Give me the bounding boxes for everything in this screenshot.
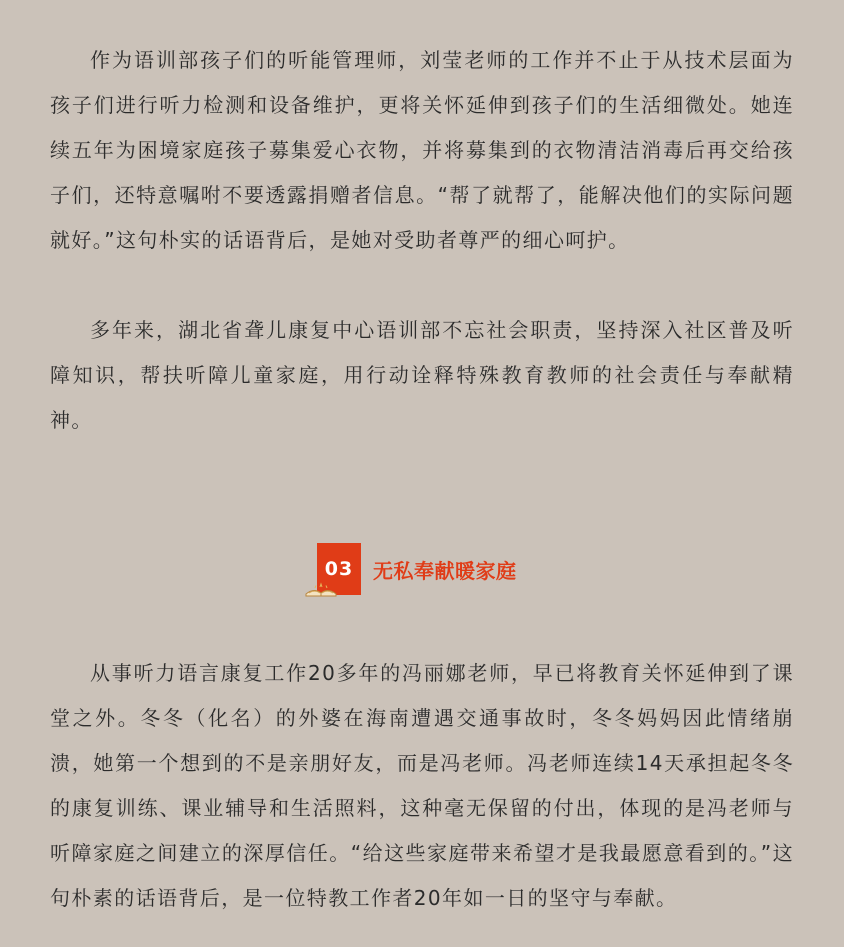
section-title: 无私奉献暖家庭 [373,558,517,583]
article-body-bottom [50,651,794,921]
section-number: 03 [324,558,354,580]
open-book-icon [304,581,338,597]
paragraph: 从事听力语言康复工作20多年的冯丽娜老师，早已将教育关怀延伸到了课堂之外。冬冬（化名）的外婆在海南遭遇交通事故时，冬冬妈妈因此情绪崩溃，她第一个想到的不是亲朋好友，而是冯老师。冯老师连续14天承担起冬冬的康复训练、课业辅导和生活照料，这种毫无保留的付出，体现的是冯老师与听障家庭之间建立的深厚信任。“给这些家庭带来希望才是我最愿意看到的。”这句朴素的话语背后，是一位特教工作者20年如一日的坚守与奉献。 [50,661,794,910]
article-body-top [50,38,794,443]
paragraph: 作为语训部孩子们的听能管理师，刘莹老师的工作并不止于从技术层面为孩子们进行听力检测和设备维护，更将关怀延伸到孩子们的生活细微处。她连续五年为困境家庭孩子募集爱心衣物，并将募集到的衣物清洁消毒后再交给孩子们，还特意嘱咐不要透露捐赠者信息。“帮了就帮了，能解决他们的实际问题就好。”这句朴实的话语背后，是她对受助者尊严的细心呵护。 [50,48,794,252]
section-heading [305,541,517,597]
paragraph: 多年来，湖北省聋儿康复中心语训部不忘社会职责，坚持深入社区普及听障知识，帮扶听障儿童家庭，用行动诠释特殊教育教师的社会责任与奉献精神。 [50,318,794,432]
section-number-badge [317,543,361,595]
